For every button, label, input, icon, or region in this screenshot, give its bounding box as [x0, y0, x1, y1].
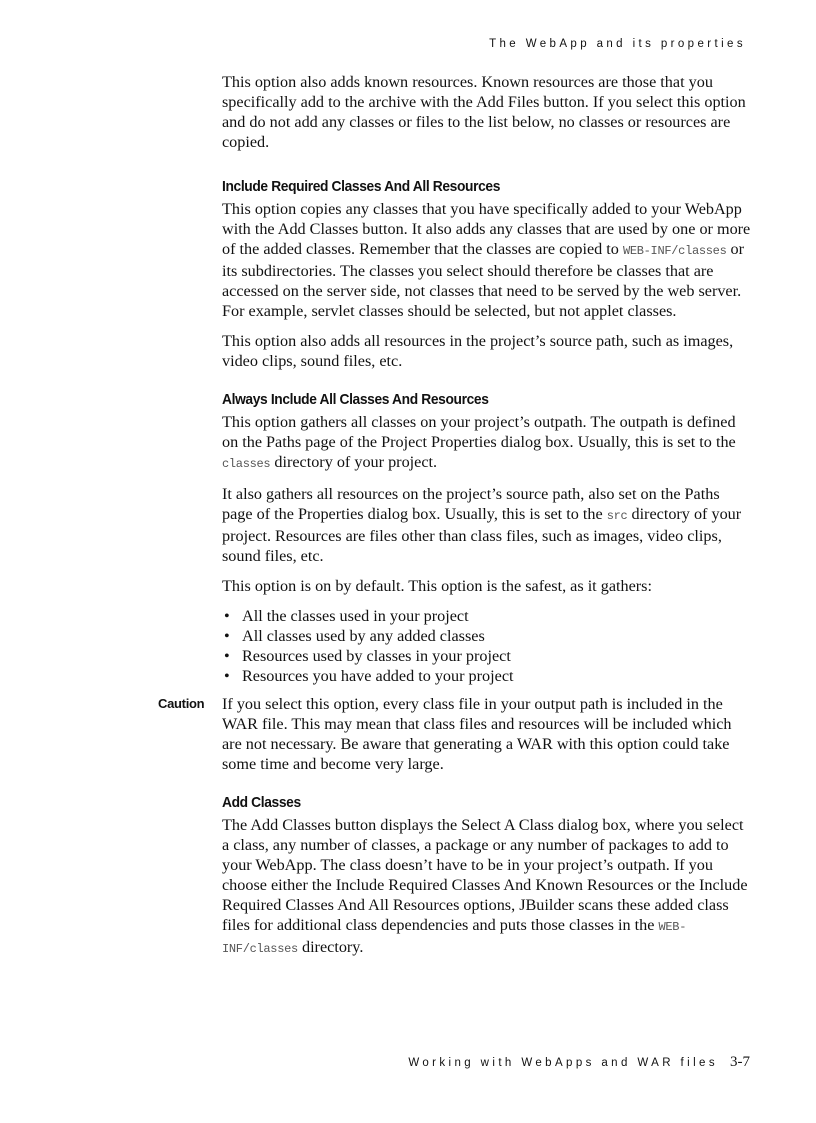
caution-text: If you select this option, every class file in your output path is included in the WAR file. This may mean that class files and resources will be included which are not necessary. Be aware that generating a WAR with this option could take some time and become very large. — [222, 695, 732, 773]
always-include-paragraph-3: This option is on by default. This option is the safest, as it gathers: — [222, 577, 652, 595]
footer-chapter-title: Working with WebApps and WAR files — [408, 1057, 718, 1069]
text-span: directory of your project. — [270, 453, 438, 471]
text-span: or its subdirectories. The classes you select should therefore be classes that are accessed on the server side, not classes that need to be served by the web server. For example, servlet classes should be selected, but not applet classes. — [222, 240, 745, 320]
section-heading-always-include: Always Include All Classes And Resources — [222, 391, 489, 408]
text-span: It also gathers all resources on the project’s source path, also set on the Paths page of the Properties dialog box. Usually, this is set to the — [222, 485, 720, 523]
caution-label: Caution — [158, 696, 205, 711]
code-classes: classes — [222, 457, 271, 471]
always-include-paragraph-2 — [222, 484, 752, 566]
bullet-icon: • — [224, 627, 230, 645]
intro-paragraph: This option also adds known resources. Known resources are those that you specifically add to the archive with the Add Files button. If you select this option and do not add any classes or files to the list below, no classes or resources are copied. — [222, 73, 746, 151]
section-heading-add-classes: Add Classes — [222, 794, 301, 811]
list-item-text: All classes used by any added classes — [242, 627, 485, 645]
section-heading-include-required: Include Required Classes And All Resources — [222, 178, 501, 195]
list-item-text: Resources you have added to your project — [242, 667, 514, 685]
add-classes-paragraph — [222, 815, 752, 959]
include-required-paragraph-2: This option also adds all resources in the project’s source path, such as images, video clips, sound files, etc. — [222, 332, 734, 370]
running-header-title: The WebApp and its properties — [489, 38, 746, 50]
text-span: This option copies any classes that you have specifically added to your WebApp with the Add Classes button. It also adds any classes that are used by one or more of the added classes. Remember that the classes are copied to — [222, 200, 751, 258]
list-item-text: All the classes used in your project — [242, 607, 469, 625]
page-content — [158, 72, 752, 969]
list-item — [222, 626, 752, 646]
include-required-paragraph-1 — [222, 199, 752, 321]
text-span: The Add Classes button displays the Select A Class dialog box, where you select a class, any number of classes, a package or any number of packages to add to your WebApp. The class doesn’t have to be in your project’s outpath. If you choose either the Include Required Classes And Known Resources or the Include Required Classes And All Resources options, JBuilder scans these added class files for additional class dependencies and puts those classes in the — [222, 816, 748, 934]
bullet-icon: • — [224, 607, 230, 625]
always-include-paragraph-1 — [222, 412, 752, 474]
page-number: 3-7 — [730, 1054, 750, 1070]
bullet-icon: • — [224, 667, 230, 685]
code-web-inf-classes: WEB-INF/classes — [222, 920, 687, 956]
bullet-icon: • — [224, 647, 230, 665]
list-item — [222, 606, 752, 626]
list-item — [222, 666, 752, 686]
code-src: src — [606, 509, 628, 523]
running-footer — [408, 1054, 750, 1071]
gathers-bullet-list — [222, 606, 752, 686]
text-span: directory. — [297, 938, 364, 956]
code-web-inf-classes: WEB-INF/classes — [622, 244, 727, 258]
list-item — [222, 646, 752, 666]
text-span: directory of your project. Resources are files other than class files, such as images, video clips, sound files, etc. — [222, 505, 742, 565]
caution-note — [158, 694, 752, 774]
text-span: This option gathers all classes on your project’s outpath. The outpath is defined on the Paths page of the Project Properties dialog box. Usually, this is set to the — [222, 413, 736, 451]
list-item-text: Resources used by classes in your project — [242, 647, 511, 665]
